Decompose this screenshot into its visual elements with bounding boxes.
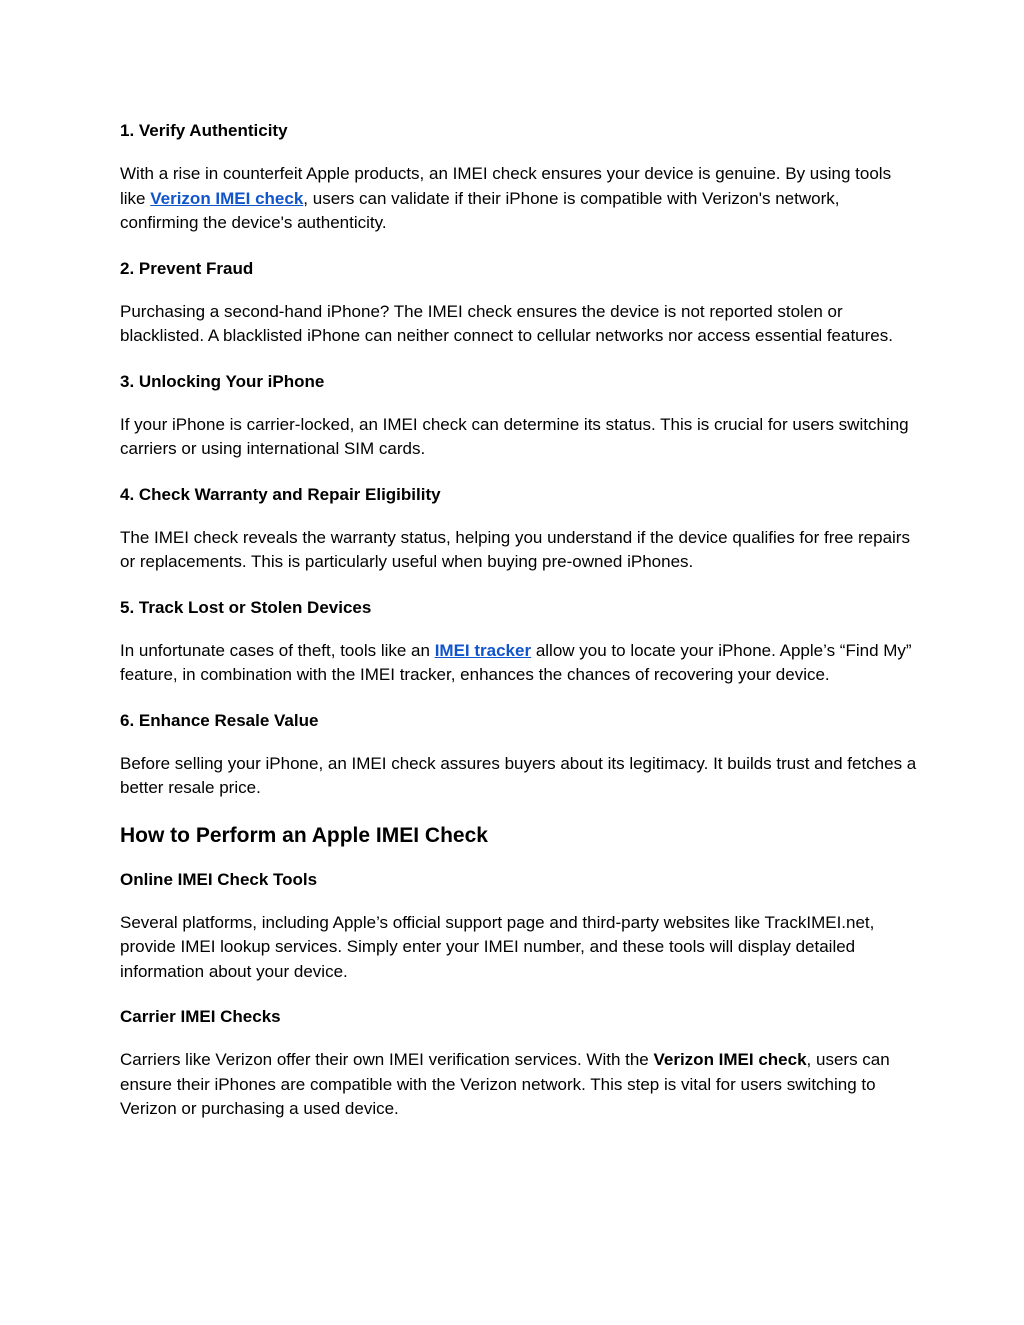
paragraph-text: Carriers like Verizon offer their own IMEI verification services. With the — [120, 1050, 654, 1069]
paragraph-carrier-checks — [120, 1048, 920, 1122]
heading-check-warranty: 4. Check Warranty and Repair Eligibility — [120, 484, 441, 504]
paragraph-online-tools: Several platforms, including Apple’s official support page and third-party websites like TrackIMEI.net, provide IMEI lookup services. Simply enter your IMEI number, and these tools will display detailed information about your device. — [120, 912, 875, 981]
paragraph-enhance-resale: Before selling your iPhone, an IMEI check assures buyers about its legitimacy. It builds trust and fetches a better resale price. — [120, 753, 917, 797]
heading-track-lost-devices: 5. Track Lost or Stolen Devices — [120, 597, 372, 617]
heading-prevent-fraud: 2. Prevent Fraud — [120, 258, 254, 278]
paragraph-text: In unfortunate cases of theft, tools like an — [120, 640, 435, 660]
document-page — [120, 118, 920, 1142]
verizon-imei-check-link[interactable]: Verizon IMEI check — [150, 188, 304, 208]
section-title-how-to: How to Perform an Apple IMEI Check — [120, 823, 488, 847]
paragraph-text: With a rise in counterfeit Apple products, an IMEI check ensures your device is genuine. By using tools like — [120, 164, 892, 208]
imei-tracker-link[interactable]: IMEI tracker — [434, 640, 532, 660]
heading-verify-authenticity: 1. Verify Authenticity — [120, 121, 288, 140]
paragraph-text: , users can validate if their iPhone is compatible with Verizon's network, confirming the device's authenticity. — [120, 188, 840, 232]
paragraph-prevent-fraud: Purchasing a second-hand iPhone? The IMEI check ensures the device is not reported stolen or blacklisted. A blacklisted iPhone can neither connect to cellular networks nor access essential features. — [120, 301, 893, 345]
paragraph-unlocking-iphone: If your iPhone is carrier-locked, an IMEI check can determine its status. This is crucial for users switching carriers or using international SIM cards. — [120, 414, 909, 458]
paragraph-check-warranty: The IMEI check reveals the warranty status, helping you understand if the device qualifies for free repairs or replacements. This is particularly useful when buying pre-owned iPhones. — [120, 527, 910, 571]
heading-unlocking-iphone: 3. Unlocking Your iPhone — [120, 371, 325, 391]
verizon-imei-check-bold: Verizon IMEI check — [653, 1050, 807, 1069]
heading-carrier-checks: Carrier IMEI Checks — [120, 1007, 281, 1026]
paragraph-track-lost-devices — [120, 639, 920, 688]
paragraph-text: allow you to locate your iPhone. Apple’s “Find My” feature, in combination with the IMEI tracker, enhances the chances of recovering your device. — [120, 640, 912, 684]
paragraph-text: , users can ensure their iPhones are compatible with the Verizon network. This step is vital for users switching to Verizon or purchasing a used device. — [120, 1050, 890, 1118]
heading-online-tools: Online IMEI Check Tools — [120, 869, 318, 889]
heading-enhance-resale: 6. Enhance Resale Value — [120, 710, 319, 730]
paragraph-verify-authenticity — [120, 162, 920, 236]
